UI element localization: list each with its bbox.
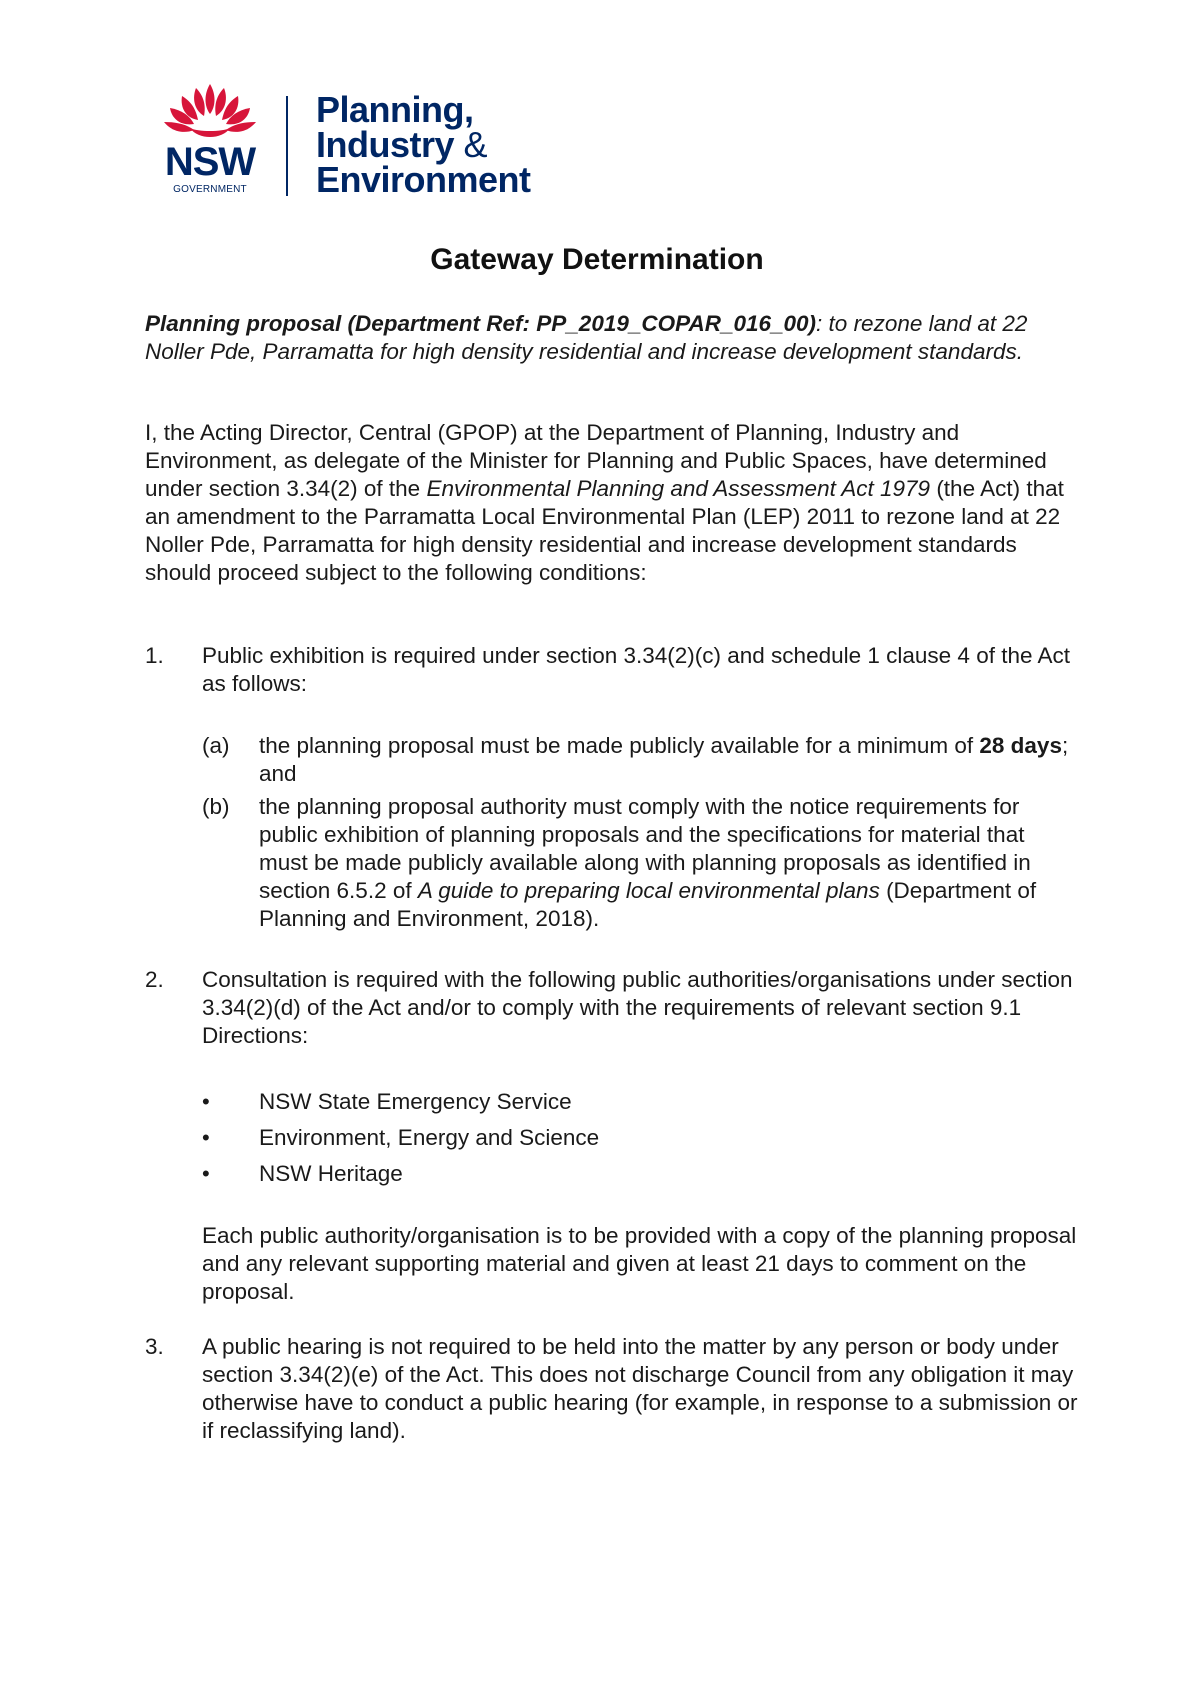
- determination-part-1: I, the Acting Director, Central (GPOP) at the Department of Planning, Industry and Environment, as delegate of the Minister for Planning and Public Spaces, have determined under section 3.34(2) of the: [145, 420, 1047, 501]
- nsw-wordmark: NSW: [164, 140, 256, 184]
- logo-divider: [286, 96, 288, 196]
- dept-line-3: Environment: [316, 159, 531, 200]
- dept-line-1: Planning,: [316, 89, 474, 130]
- bullet-icon: •: [202, 1161, 210, 1186]
- exhibition-period: 28 days: [979, 733, 1062, 758]
- determination-part-2: (the Act) that an amendment to the Parramatta Local Environmental Plan (LEP) 2011 to rezone land at 22 Noller Pde, Parramatta for high density residential and increase development standards should proceed subject to the following conditions:: [145, 476, 1064, 585]
- condition-1b-part-2: (Department of Planning and Environment, 2018).: [259, 878, 1037, 931]
- dept-ampersand: &: [463, 124, 488, 165]
- condition-3-number: 3.: [145, 1334, 164, 1359]
- condition-1a-part-1: the planning proposal must be made publicly available for a minimum of: [259, 733, 980, 758]
- dept-industry: Industry: [316, 124, 455, 165]
- bullet-icon: •: [202, 1125, 210, 1150]
- nsw-government-logo: [160, 82, 580, 202]
- determination-paragraph: [145, 419, 1065, 587]
- condition-2-text: Consultation is required with the following public authorities/organisations under section 3.34(2)(d) of the Act and/or to comply with the requirements of relevant section 9.1 Directions:: [202, 967, 1073, 1048]
- bullet-icon: •: [202, 1089, 210, 1114]
- government-label: GOVERNMENT: [173, 184, 247, 195]
- dept-line-2: [316, 124, 531, 165]
- proposal-reference: Planning proposal (Department Ref: PP_2019_COPAR_016_00): [145, 311, 817, 336]
- condition-2-number: 2.: [145, 967, 164, 992]
- waratah-icon: [160, 82, 260, 146]
- condition-1-number: 1.: [145, 643, 164, 668]
- page-title: Gateway Determination: [430, 243, 764, 276]
- condition-2-note: Each public authority/organisation is to be provided with a copy of the planning proposal and any relevant supporting material and given at least 21 days to comment on the proposal.: [202, 1223, 1077, 1304]
- authority-item: Environment, Energy and Science: [259, 1125, 600, 1150]
- guide-title: A guide to preparing local environmental plans: [417, 878, 880, 903]
- department-name: [316, 89, 531, 200]
- condition-1a-part-2: ; and: [259, 733, 1069, 786]
- condition-1-text: Public exhibition is required under section 3.34(2)(c) and schedule 1 clause 4 of the Act as follows:: [202, 643, 1071, 696]
- condition-1b-text: [259, 793, 1079, 933]
- proposal-description: : to rezone land at 22 Noller Pde, Parramatta for high density residential and increase development standards.: [145, 311, 1028, 364]
- condition-1b-part-1: the planning proposal authority must comply with the notice requirements for public exhibition of planning proposals and the specifications for material that must be made publicly available along with planning proposals as identified in section 6.5.2 of: [259, 794, 1031, 903]
- condition-1a-text: [259, 732, 1079, 788]
- condition-1b-label: (b): [202, 794, 230, 819]
- act-name: Environmental Planning and Assessment Act 1979: [426, 476, 931, 501]
- authority-item: NSW Heritage: [259, 1161, 403, 1186]
- condition-1a-label: (a): [202, 733, 230, 758]
- condition-3-text: A public hearing is not required to be held into the matter by any person or body under section 3.34(2)(e) of the Act. This does not discharge Council from any obligation it may otherwise have to conduct a public hearing (for example, in response to a submission or if reclassifying land).: [202, 1334, 1078, 1443]
- planning-proposal-intro: [145, 310, 1065, 366]
- authority-item: NSW State Emergency Service: [259, 1089, 572, 1114]
